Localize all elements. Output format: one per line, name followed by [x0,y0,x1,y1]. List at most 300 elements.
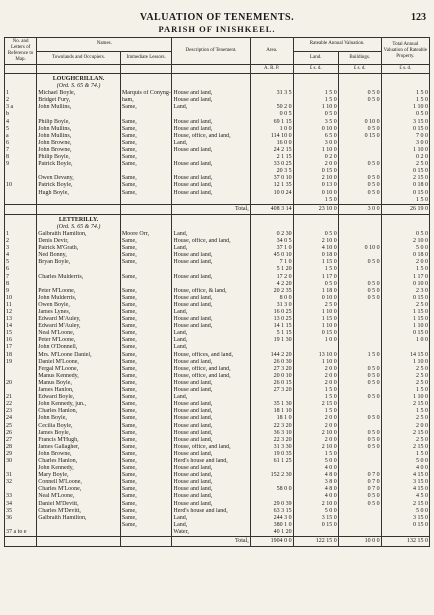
ref-number [5,224,37,231]
col-header-lessors: Immediate Lessors. [120,51,172,65]
buildings-valuation: 0 7 0 [338,479,381,486]
total-valuation: 2 5 0 [381,161,429,168]
total-valuation: 2 0 0 [381,259,429,266]
total-valuation: 1 5 0 [381,451,429,458]
land-valuation: 1 5 0 [293,394,338,401]
tenement-description [172,168,250,175]
total-valuation: 2 5 0 [381,415,429,422]
occupier-name: Daniel M'Loone, [37,359,121,366]
area-value: 8 0 0 [250,295,293,302]
total-valuation: 0 15 0 [381,295,429,302]
total-valuation: 0 15 0 [381,330,429,337]
table-row [5,161,430,168]
table-row [5,415,430,422]
land-valuation [293,344,338,351]
tenement-description: House and land, [172,252,250,259]
occupier-name: John O'Donnell, [37,344,121,351]
land-valuation: 5 0 0 [293,508,338,515]
area-value: 144 2 20 [250,352,293,359]
land-valuation: 1 17 0 [293,274,338,281]
col-header-rateable: Rateable Annual Valuation. [293,38,381,52]
ref-number [5,387,37,394]
tenement-description: House, office, and land, [172,373,250,380]
buildings-valuation: 0 5 0 [338,182,381,189]
tenement-description: House and land, [172,408,250,415]
land-valuation: 1 10 0 [293,147,338,154]
land-valuation: 13 10 0 [293,352,338,359]
land-valuation: 0 15 0 [293,522,338,529]
area-value: 50 2 0 [250,104,293,111]
occupier-name: Charles M'Loone, [37,486,121,493]
tenement-description: House, offices, and land, [172,352,250,359]
buildings-valuation: 0 10 0 [338,119,381,126]
land-valuation: 0 10 0 [293,126,338,133]
table-row [5,522,430,529]
land-valuation [293,224,338,231]
land-valuation: 1 0 0 [293,337,338,344]
tenement-description: House and land, [172,119,250,126]
ref-number: 23 [5,408,37,415]
occupier-name [37,281,121,288]
immediate-lessor: Same, [120,423,172,430]
ref-number: 7 [5,274,37,281]
immediate-lessor: Same, [120,444,172,451]
area-value: 18 1 0 [250,415,293,422]
total-valuation: 0 18 0 [381,182,429,189]
table-row [5,401,430,408]
table-row [5,238,430,245]
occupier-name: Owen Boyle, [37,302,121,309]
area-value [250,197,293,205]
buildings-valuation: 0 5 0 [338,366,381,373]
total-valuation: 2 5 0 [381,302,429,309]
table-row [5,458,430,465]
occupier-name: Denis Devir, [37,238,121,245]
occupier-name: James Boyle, [37,430,121,437]
area-value [250,465,293,472]
land-valuation: 122 15 0 [293,537,338,547]
units-spacer [37,65,121,74]
ref-number: 6 [5,140,37,147]
immediate-lessor: Same, [120,140,172,147]
buildings-valuation [338,423,381,430]
table-row [5,197,430,205]
immediate-lessor: Same, [120,252,172,259]
area-value [250,394,293,401]
table-row [5,231,430,238]
immediate-lessor: Same, [120,458,172,465]
land-valuation: 2 5 0 [293,302,338,309]
table-row [5,515,430,522]
buildings-valuation [338,458,381,465]
tenement-description: House, office, & land, [172,288,250,295]
table-row [5,266,430,273]
immediate-lessor: Same, [120,352,172,359]
immediate-lessor: ham, [120,97,172,104]
occupier-name: Edward M'Auley, [37,316,121,323]
total-valuation: 5 0 0 [381,508,429,515]
area-value: 37 1 0 [250,245,293,252]
total-valuation: 2 15 0 [381,401,429,408]
buildings-valuation [338,508,381,515]
buildings-valuation [338,323,381,330]
area-value: 27 3 20 [250,387,293,394]
table-row [5,479,430,486]
buildings-valuation: 0 5 0 [338,295,381,302]
tenement-description: Land, [172,344,250,351]
land-valuation: 0 15 0 [293,330,338,337]
total-valuation: 2 5 0 [381,380,429,387]
tenement-description: House, office, and land, [172,366,250,373]
ref-number: 2 [5,238,37,245]
area-value: 37 0 10 [250,175,293,182]
tenement-description: House and land, [172,359,250,366]
tenement-description: House and land, [172,401,250,408]
occupier-name: Edward Boyle, [37,394,121,401]
ref-number: 34 [5,501,37,508]
table-row [5,430,430,437]
area-value: 40 1 20 [250,529,293,537]
area-value: 2 1 15 [250,154,293,161]
table-row [5,529,430,537]
occupier-name: Michael Boyle, [37,90,121,97]
table-row [5,408,430,415]
immediate-lessor: Same, [120,493,172,500]
ref-number [5,465,37,472]
area-value: 12 1 35 [250,182,293,189]
tenement-description: House and land, [172,430,250,437]
immediate-lessor: Same, [120,337,172,344]
total-valuation: 0 15 0 [381,168,429,175]
total-valuation [381,214,429,224]
land-valuation: 1 5 0 [293,90,338,97]
occupier-name: James Gallagher, [37,444,121,451]
table-row [5,366,430,373]
total-valuation: 1 15 0 [381,309,429,316]
buildings-valuation [338,231,381,238]
table-row [5,154,430,161]
area-value [250,83,293,90]
ref-number: 20 [5,380,37,387]
total-valuation: 4 0 0 [381,465,429,472]
units-spacer [120,65,172,74]
tenement-description: House and land, [172,423,250,430]
table-row [5,90,430,97]
ref-number: 35 [5,508,37,515]
table-row [5,104,430,111]
area-value: 7 1 0 [250,259,293,266]
occupier-name: Charles Hanlon, [37,458,121,465]
buildings-valuation: 0 5 0 [338,97,381,104]
occupier-name: Patrick Boyle, [37,182,121,189]
immediate-lessor: Same, [120,486,172,493]
land-valuation: 1 5 0 [293,197,338,205]
ref-number: 15 [5,330,37,337]
buildings-valuation [338,197,381,205]
tenement-description: House and land, [172,97,250,104]
ref-number: 19 [5,359,37,366]
total-valuation: 1 15 0 [381,316,429,323]
page-title: VALUATION OF TENEMENTS. [139,12,295,23]
total-valuation: 2 10 0 [381,238,429,245]
total-valuation: 0 15 0 [381,190,429,197]
buildings-valuation [338,387,381,394]
land-valuation: 6 5 0 [293,133,338,140]
total-valuation: 3 15 0 [381,515,429,522]
total-valuation: 2 3 0 [381,288,429,295]
buildings-valuation: 0 5 0 [338,501,381,508]
land-valuation: 0 15 0 [293,168,338,175]
immediate-lessor: Moore Orr, [120,231,172,238]
area-value: 19 0 35 [250,451,293,458]
occupier-name [37,537,121,547]
tenement-description: Water, [172,529,250,537]
buildings-valuation [338,330,381,337]
col-header-land: Land. [293,51,338,65]
buildings-valuation: 0 10 0 [338,245,381,252]
table-header [5,38,430,74]
total-valuation: 0 5 0 [381,111,429,118]
land-valuation: 1 15 0 [293,259,338,266]
buildings-valuation: 0 5 0 [338,394,381,401]
ref-number: 8 [5,154,37,161]
area-value: 24 2 15 [250,147,293,154]
table-row [5,359,430,366]
townland-heading-row [5,74,430,84]
ref-number: 21 [5,394,37,401]
land-valuation [293,529,338,537]
immediate-lessor: Same, [120,274,172,281]
occupier-name: John Kennedy, [37,465,121,472]
area-value: 29 0 39 [250,501,293,508]
table-row [5,274,430,281]
area-value: 27 3 20 [250,366,293,373]
table-row [5,344,430,351]
total-valuation: 3 0 0 [381,140,429,147]
tenement-description: House and land, [172,323,250,330]
ref-number: 24 [5,415,37,422]
total-valuation [381,83,429,90]
occupier-name: LETTERILLY. [37,214,121,224]
table-row [5,97,430,104]
area-value [250,97,293,104]
table-row [5,288,430,295]
occupier-name: John Kennedy, jun., [37,401,121,408]
table-row [5,352,430,359]
table-row [5,140,430,147]
occupier-name: John Browne, [37,451,121,458]
tenement-description: Total, [172,204,250,214]
tenement-description: Herd's house and land, [172,508,250,515]
tenement-description: House and land, [172,175,250,182]
tenement-description [172,111,250,118]
ref-number [5,486,37,493]
land-valuation: 0 5 0 [293,281,338,288]
immediate-lessor: Same, [120,302,172,309]
area-value: 19 1 30 [250,337,293,344]
immediate-lessor [120,224,172,231]
occupier-name: John Mullins, [37,126,121,133]
ref-number [5,190,37,197]
buildings-valuation [338,359,381,366]
land-valuation: 1 10 0 [293,309,338,316]
table-row [5,259,430,266]
ref-number: 18 [5,352,37,359]
ref-number: 22 [5,401,37,408]
immediate-lessor [120,111,172,118]
ref-number: 9 [5,161,37,168]
buildings-valuation [338,401,381,408]
area-units: A. R. P. [250,65,293,74]
occupier-name: Charles Hanlon, [37,408,121,415]
occupier-name [37,168,121,175]
land-valuation: 2 0 0 [293,366,338,373]
col-header-ref: No. and Letters of Reference to Map. [5,38,37,65]
land-valuation: 1 10 0 [293,323,338,330]
tenement-description: House and land, [172,465,250,472]
total-valuation: 2 0 0 [381,423,429,430]
ref-number: 12 [5,309,37,316]
buildings-valuation [338,309,381,316]
immediate-lessor: Same, [120,147,172,154]
table-row [5,387,430,394]
buildings-valuation: 1 5 0 [338,352,381,359]
land-valuation: 0 13 0 [293,182,338,189]
land-valuation: 4 0 0 [293,465,338,472]
area-value: 16 0 25 [250,309,293,316]
table-row [5,330,430,337]
tenement-description: House and land, [172,161,250,168]
col-header-total: Total Annual Valuation of Rateable Property. [381,38,429,65]
area-value [250,493,293,500]
land-valuation: 1 5 0 [293,451,338,458]
total-valuation: 2 5 0 [381,437,429,444]
tenement-description: House and land, [172,486,250,493]
land-valuation: 2 10 0 [293,501,338,508]
ref-number [5,522,37,529]
land-valuation: 0 5 0 [293,111,338,118]
area-value: 20 3 5 [250,168,293,175]
total-valuation: 1 10 0 [381,359,429,366]
immediate-lessor [120,266,172,273]
immediate-lessor: Same, [120,380,172,387]
immediate-lessor: Same, [120,408,172,415]
table-row [5,394,430,401]
ordnance-ref-row [5,83,430,90]
buildings-valuation: 3 0 0 [338,204,381,214]
table-body [5,74,430,547]
tenement-description: House and land, [172,302,250,309]
total-valuation: 1 17 0 [381,274,429,281]
area-value [250,214,293,224]
buildings-valuation: 0 5 0 [338,190,381,197]
occupier-name: Peter M'Loone, [37,337,121,344]
table-row [5,182,430,189]
buildings-valuation [338,451,381,458]
tenement-description: Total, [172,537,250,547]
area-value: 31 3 30 [250,444,293,451]
buildings-valuation [338,522,381,529]
total-valuation [381,74,429,84]
area-value: 10 0 24 [250,190,293,197]
ref-number [5,175,37,182]
immediate-lessor: Same, [120,508,172,515]
ref-number: 1 [5,90,37,97]
land-valuation: 0 10 0 [293,295,338,302]
buildings-valuation: 0 5 0 [338,373,381,380]
ref-number: 7 [5,147,37,154]
tenement-description [172,224,250,231]
land-valuation: 2 0 0 [293,373,338,380]
total-valuation: 132 15 0 [381,537,429,547]
immediate-lessor: Same, [120,154,172,161]
buildings-valuation: 0 5 0 [338,281,381,288]
ref-number: 30 [5,458,37,465]
area-value: 45 0 10 [250,252,293,259]
area-value: 34 0 5 [250,238,293,245]
buildings-valuation [338,168,381,175]
land-valuation: 1 15 0 [293,316,338,323]
occupier-name: Patrick M'Grath, [37,245,121,252]
ordnance-ref-row [5,224,430,231]
ref-number: 3 a [5,104,37,111]
buildings-valuation: 0 5 0 [338,444,381,451]
total-valuation: 2 15 0 [381,430,429,437]
total-valuation [381,224,429,231]
area-value: 0 2 30 [250,231,293,238]
tenement-description: House and land, [172,190,250,197]
land-valuation: 1 10 0 [293,359,338,366]
table-row [5,133,430,140]
land-valuation: 1 10 0 [293,104,338,111]
total-row [5,537,430,547]
table-row [5,323,430,330]
buildings-valuation [338,344,381,351]
tenement-description [172,266,250,273]
occupier-name [37,204,121,214]
immediate-lessor: Same, [120,323,172,330]
buildings-valuation: 0 15 0 [338,133,381,140]
land-valuation: 4 0 0 [293,493,338,500]
table-row [5,302,430,309]
tenement-description [172,197,250,205]
ref-number [5,197,37,205]
immediate-lessor [120,281,172,288]
immediate-lessor: Same, [120,437,172,444]
total-valuation: 0 2 0 [381,154,429,161]
occupier-name: John Browne, [37,147,121,154]
land-valuation: 1 5 0 [293,387,338,394]
occupier-name: Edward M'Auley, [37,323,121,330]
area-value: 5 1 20 [250,266,293,273]
total-valuation: 2 15 0 [381,444,429,451]
occupier-name: Philip Boyle, [37,119,121,126]
area-value: 18 1 10 [250,408,293,415]
total-valuation: 1 10 0 [381,147,429,154]
ref-number: 33 [5,493,37,500]
tenement-description: House and land, [172,182,250,189]
area-value [250,479,293,486]
table-row [5,486,430,493]
ref-number: 26 [5,430,37,437]
immediate-lessor: Same, [120,373,172,380]
area-value: 408 3 14 [250,204,293,214]
area-value: 31 3 0 [250,302,293,309]
immediate-lessor: Same, [120,316,172,323]
total-valuation: 1 5 0 [381,387,429,394]
occupier-name: Owen Devany, [37,175,121,182]
immediate-lessor [120,214,172,224]
